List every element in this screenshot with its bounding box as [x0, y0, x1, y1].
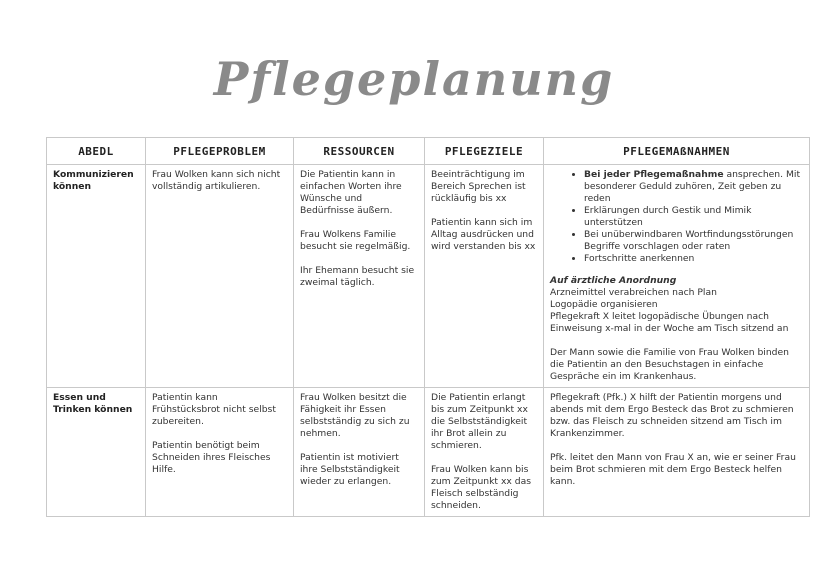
- familie-text: Der Mann sowie die Familie von Frau Wolken binden die Patientin an den Besuchstagen in einfache Gespräche ein im Krankenhaus.: [550, 347, 789, 382]
- ressource-text: Frau Wolken besitzt die Fähigkeit ihr Essen selbstständig zu sich zu nehmen.: [300, 392, 410, 439]
- header-abedl: ABEDL: [47, 138, 146, 165]
- header-pflegeproblem: PFLEGEPROBLEM: [146, 138, 294, 165]
- list-item: • Erklärungen durch Gestik und Mimik unterstützen: [584, 205, 804, 229]
- page-title: Pflegeplanung: [213, 52, 615, 106]
- ziel-text: Die Patientin erlangt bis zum Zeitpunkt xx die Selbstständigkeit ihr Brot allein zu schmieren.: [431, 392, 528, 451]
- problem-cell: [146, 165, 294, 388]
- arzt-line: Logopädie organisieren: [550, 299, 658, 310]
- massnahmen-list: [550, 169, 804, 265]
- care-plan-table: [46, 137, 810, 517]
- arzt-line: Pflegekraft X leitet logopädische Übungen nach Einweisung x-mal in der Woche am Tisch sitzend an: [550, 311, 789, 334]
- list-item: • Bei unüberwindbaren Wortfindungsstörungen Begriffe vorschlagen oder raten: [584, 229, 804, 253]
- massnahmen-cell: [544, 165, 810, 388]
- ressourcen-cell: [294, 165, 425, 388]
- list-item-text: ansprechen. Mit besonderer Geduld zuhören, Zeit geben zu reden: [584, 169, 801, 204]
- massnahmen-cell: [544, 388, 810, 517]
- table-row: [47, 388, 810, 517]
- ziel-text: Beeinträchtigung im Bereich Sprechen ist rückläufig bis xx: [431, 169, 526, 204]
- ziel-text: Frau Wolken kann bis zum Zeitpunkt xx das Fleisch selbständig schneiden.: [431, 464, 531, 511]
- ressource-text: Frau Wolkens Familie besucht sie regelmäßig.: [300, 229, 411, 252]
- list-item: [584, 169, 804, 205]
- arzt-heading: Auf ärztliche Anordnung: [550, 275, 677, 286]
- problem-cell: [146, 388, 294, 517]
- problem-text: Frau Wolken kann sich nicht vollständig artikulieren.: [152, 169, 281, 192]
- ressource-text: Die Patientin kann in einfachen Worten ihre Wünsche und Bedürfnisse äußern.: [300, 169, 402, 216]
- table-row: [47, 165, 810, 388]
- ziele-cell: [425, 388, 544, 517]
- header-pflegemassnahmen: PFLEGEMAßNAHMEN: [544, 138, 810, 165]
- massnahme-text: Pfk. leitet den Mann von Frau X an, wie er seiner Frau beim Brot schmieren mit dem Ergo Besteck helfen kann.: [550, 452, 796, 487]
- ressourcen-cell: [294, 388, 425, 517]
- header-ressourcen: RESSOURCEN: [294, 138, 425, 165]
- arzt-line: Arzneimittel verabreichen nach Plan: [550, 287, 717, 298]
- problem-text: Patientin benötigt beim Schneiden ihres Fleisches Hilfe.: [152, 440, 271, 475]
- ressource-text: Patientin ist motiviert ihre Selbstständigkeit wieder zu erlangen.: [300, 452, 400, 487]
- abedl-cell: Kommunizieren können: [47, 165, 146, 388]
- abedl-cell: Essen und Trinken können: [47, 388, 146, 517]
- ressource-text: Ihr Ehemann besucht sie zweimal täglich.: [300, 265, 415, 288]
- bold-text: Bei jeder Pflegemaßnahme: [584, 169, 724, 180]
- ziele-cell: [425, 165, 544, 388]
- ziel-text: Patientin kann sich im Alltag ausdrücken und wird verstanden bis xx: [431, 217, 536, 252]
- problem-text: Patientin kann Frühstücksbrot nicht selbst zubereiten.: [152, 392, 276, 427]
- massnahme-text: Pflegekraft (Pfk.) X hilft der Patientin morgens und abends mit dem Ergo Besteck das Brot zu schmieren bzw. das Fleisch zu schneiden sitzend am Tisch im Krankenzimmer.: [550, 392, 794, 439]
- header-row: [47, 138, 810, 165]
- list-item: • Fortschritte anerkennen: [584, 253, 804, 265]
- header-pflegeziele: PFLEGEZIELE: [425, 138, 544, 165]
